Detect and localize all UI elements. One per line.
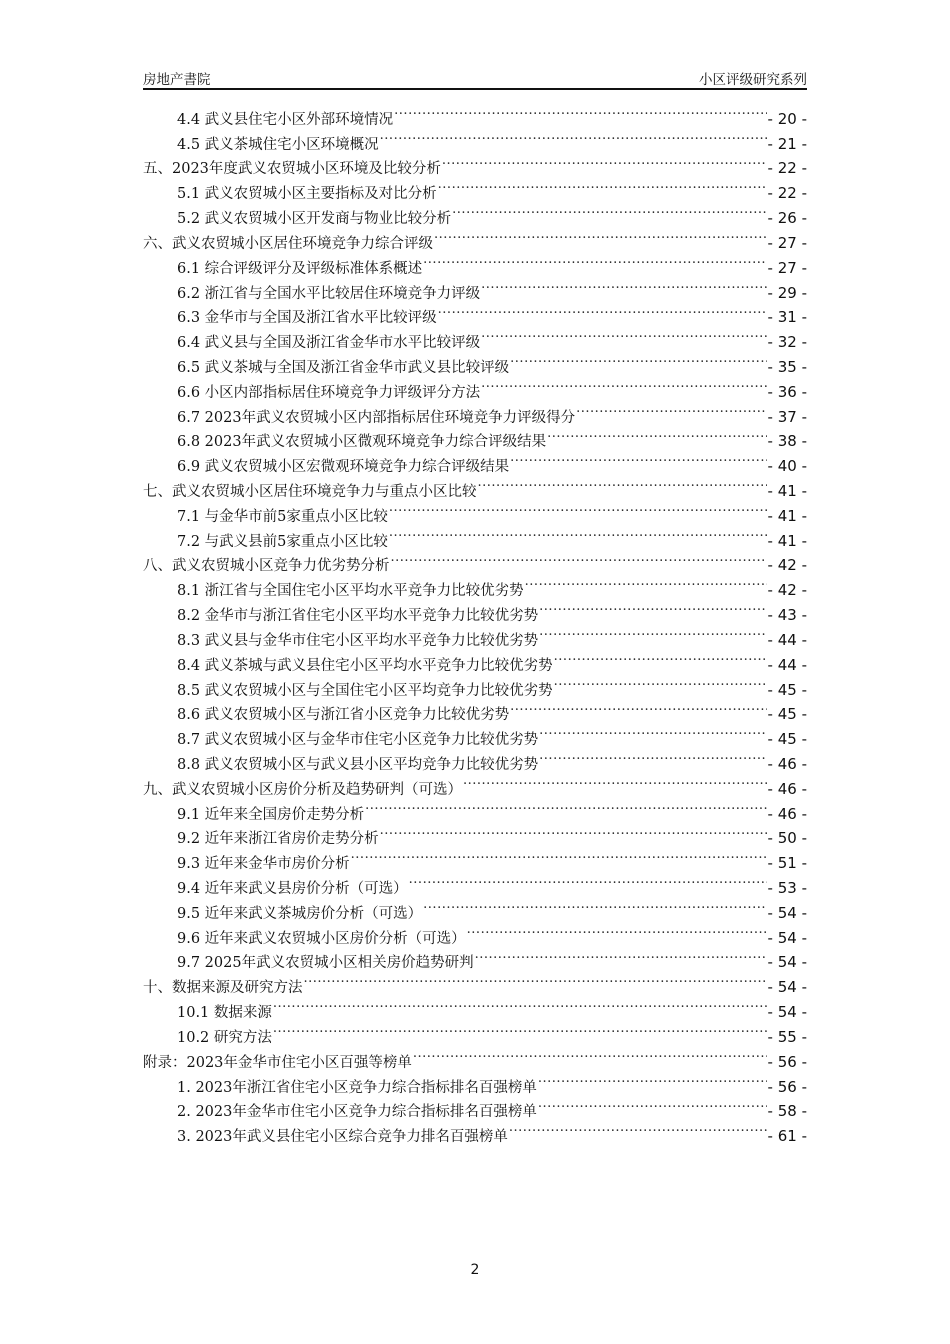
toc-entry-title: 6.4 武义县与全国及浙江省金华市水平比较评级 [177, 335, 481, 352]
toc-dot-leader [391, 546, 767, 571]
toc-dot-leader [389, 521, 767, 546]
toc-entry-title: 附录：2023年金华市住宅小区百强等榜单 [143, 1054, 412, 1071]
toc-dot-leader [481, 273, 766, 298]
toc-entry-page: - 35 - [767, 357, 807, 376]
toc-entry-page: - 22 - [767, 184, 807, 203]
toc-dot-leader [380, 124, 767, 149]
toc-entry-title: 六、武义农贸城小区居住环境竞争力综合评级 [143, 235, 433, 252]
toc-entry-title: 1. 2023年浙江省住宅小区竞争力综合指标排名百强榜单 [177, 1079, 537, 1096]
toc-entry-page: - 40 - [767, 457, 807, 476]
page-header [143, 66, 807, 88]
header-divider [143, 88, 807, 90]
toc-entry-title: 9.2 近年来浙江省房价走势分析 [177, 831, 379, 848]
toc-dot-leader [539, 744, 766, 769]
toc-dot-leader [442, 149, 767, 174]
toc-dot-leader [423, 248, 766, 273]
table-of-contents [143, 99, 807, 1146]
toc-entry-page: - 46 - [767, 804, 807, 823]
toc-entry-page: - 41 - [767, 531, 807, 550]
toc-entry-page: - 29 - [767, 283, 807, 302]
toc-entry-page: - 45 - [767, 680, 807, 699]
toc-dot-leader [413, 1042, 767, 1067]
toc-dot-leader [365, 794, 766, 819]
toc-entry-page: - 41 - [767, 506, 807, 525]
toc-entry-page: - 54 - [767, 903, 807, 922]
toc-entry-page: - 54 - [767, 978, 807, 997]
toc-entry-page: - 58 - [767, 1102, 807, 1121]
toc-entry-page: - 38 - [767, 432, 807, 451]
toc-entry-page: - 41 - [767, 482, 807, 500]
toc-entry-page: - 53 - [767, 879, 807, 897]
toc-dot-leader [539, 620, 766, 645]
toc-entry-title: 9.5 近年来武义茶城房价分析（可选） [177, 905, 423, 922]
toc-entry-title: 6.6 小区内部指标居住环境竞争力评级评分方法 [177, 384, 481, 401]
toc-dot-leader [538, 1067, 767, 1092]
toc-dot-leader [394, 99, 766, 124]
toc-dot-leader [510, 347, 766, 372]
toc-entry-title: 6.9 武义农贸城小区宏微观环境竞争力综合评级结果 [177, 459, 510, 476]
toc-dot-leader [409, 868, 767, 893]
toc-entry-page: - 20 - [767, 109, 807, 128]
toc-entry-title: 8.8 武义农贸城小区与武义县小区平均竞争力比较优劣势 [177, 756, 539, 773]
toc-dot-leader [273, 992, 767, 1017]
toc-entry-title: 九、武义农贸城小区房价分析及趋势研判（可选） [143, 781, 462, 798]
toc-entry-title: 4.5 武义茶城住宅小区环境概况 [177, 136, 379, 153]
toc-entry-title: 8.3 武义县与金华市住宅小区平均水平竞争力比较优劣势 [177, 632, 539, 649]
toc-dot-leader [452, 198, 766, 223]
toc-entry-page: - 42 - [767, 556, 807, 575]
toc-entry-title: 七、武义农贸城小区居住环境竞争力与重点小区比较 [143, 484, 477, 500]
toc-entry-page: - 21 - [767, 134, 807, 153]
toc-entry-title: 4.4 武义县住宅小区外部环境情况 [177, 111, 394, 128]
toc-dot-leader [475, 943, 767, 968]
toc-entry-page: - 22 - [767, 159, 807, 178]
toc-entry-title: 10.1 数据来源 [177, 1005, 272, 1022]
toc-entry-title: 6.7 2023年武义农贸城小区内部指标居住环境竞争力评级得分 [177, 409, 576, 426]
toc-dot-leader [351, 843, 767, 868]
toc-dot-leader [434, 223, 767, 248]
toc-dot-leader [463, 769, 767, 794]
toc-entry-page: - 45 - [767, 705, 807, 724]
toc-entry-title: 6.8 2023年武义农贸城小区微观环境竞争力综合评级结果 [177, 434, 547, 451]
toc-dot-leader [538, 1092, 767, 1117]
toc-entry-title: 2. 2023年金华市住宅小区竞争力综合指标排名百强榜单 [177, 1104, 537, 1121]
toc-entry-page: - 54 - [767, 928, 807, 947]
toc-entry-page: - 27 - [767, 233, 807, 252]
toc-entry-page: - 55 - [767, 1027, 807, 1046]
toc-entry-page: - 56 - [767, 1077, 807, 1096]
toc-entry-title: 10.2 研究方法 [177, 1029, 272, 1046]
toc-dot-leader [481, 322, 766, 347]
toc-entry-title: 9.7 2025年武义农贸城小区相关房价趋势研判 [177, 955, 474, 972]
toc-entry-title: 9.1 近年来全国房价走势分析 [177, 806, 365, 823]
toc-entry-title: 6.2 浙江省与全国水平比较居住环境竞争力评级 [177, 285, 481, 302]
toc-dot-leader [547, 422, 766, 447]
toc-dot-leader [438, 173, 767, 198]
toc-entry-page: - 27 - [767, 258, 807, 277]
toc-entry-title: 9.4 近年来武义县房价分析（可选） [177, 881, 408, 897]
toc-dot-leader [525, 570, 767, 595]
toc-dot-leader [438, 298, 767, 323]
toc-dot-leader [478, 471, 767, 496]
toc-entry-title: 8.5 武义农贸城小区与全国住宅小区平均竞争力比较优劣势 [177, 682, 553, 699]
toc-entry-page: - 45 - [767, 730, 807, 749]
toc-entry-page: - 43 - [767, 606, 807, 625]
toc-dot-leader [389, 496, 767, 521]
toc-dot-leader [554, 670, 767, 695]
toc-entry-page: - 50 - [767, 829, 807, 848]
toc-dot-leader [510, 446, 766, 471]
header-publisher: 房地产書院 [143, 72, 211, 88]
toc-entry-title: 五、2023年度武义农贸城小区环境及比较分析 [143, 161, 441, 178]
toc-entry-title: 9.3 近年来金华市房价分析 [177, 856, 350, 873]
toc-dot-leader [481, 372, 766, 397]
toc-entry-title: 9.6 近年来武义农贸城小区房价分析（可选） [177, 930, 466, 947]
page-number: 2 [470, 1262, 480, 1278]
toc-entry-title: 3. 2023年武义县住宅小区综合竞争力排名百强榜单 [177, 1129, 508, 1146]
toc-dot-leader [510, 695, 766, 720]
toc-dot-leader [304, 967, 767, 992]
toc-entry-title: 6.5 武义茶城与全国及浙江省金华市武义县比较评级 [177, 359, 510, 376]
toc-entry-title: 5.1 武义农贸城小区主要指标及对比分析 [177, 186, 437, 203]
toc-section-entry[interactable] [143, 99, 807, 128]
toc-dot-leader [273, 1017, 767, 1042]
toc-entry-title: 8.7 武义农贸城小区与金华市住宅小区竞争力比较优劣势 [177, 732, 539, 749]
toc-entry-page: - 44 - [767, 630, 807, 649]
toc-entry-page: - 37 - [767, 407, 807, 426]
toc-entry-page: - 61 - [767, 1127, 807, 1146]
toc-entry-page: - 54 - [767, 953, 807, 972]
toc-dot-leader [423, 893, 766, 918]
toc-entry-title: 6.1 综合评级评分及评级标准体系概述 [177, 260, 423, 277]
toc-entry-page: - 36 - [767, 382, 807, 401]
toc-entry-page: - 51 - [767, 854, 807, 873]
toc-entry-page: - 26 - [767, 209, 807, 228]
toc-entry-title: 5.2 武义农贸城小区开发商与物业比较分析 [177, 211, 452, 228]
toc-entry-title: 8.1 浙江省与全国住宅小区平均水平竞争力比较优劣势 [177, 583, 524, 600]
toc-dot-leader [576, 397, 766, 422]
toc-dot-leader [539, 719, 766, 744]
toc-entry-title: 7.1 与金华市前5家重点小区比较 [177, 508, 388, 525]
toc-entry-title: 八、武义农贸城小区竞争力优劣势分析 [143, 558, 390, 575]
toc-dot-leader [509, 1116, 767, 1141]
toc-entry-page: - 56 - [767, 1052, 807, 1071]
toc-entry-title: 8.6 武义农贸城小区与浙江省小区竞争力比较优劣势 [177, 707, 510, 724]
toc-entry-title: 7.2 与武义县前5家重点小区比较 [177, 533, 388, 550]
toc-dot-leader [380, 819, 767, 844]
toc-entry-title: 8.4 武义茶城与武义县住宅小区平均水平竞争力比较优劣势 [177, 657, 553, 674]
toc-dot-leader [539, 595, 766, 620]
toc-dot-leader [467, 918, 767, 943]
toc-entry-page: - 32 - [767, 333, 807, 352]
toc-entry-page: - 44 - [767, 655, 807, 674]
toc-entry-title: 十、数据来源及研究方法 [143, 980, 303, 997]
toc-dot-leader [554, 645, 767, 670]
toc-entry-page: - 31 - [767, 308, 807, 327]
toc-entry-page: - 46 - [767, 779, 807, 798]
toc-entry-title: 6.3 金华市与全国及浙江省水平比较评级 [177, 310, 437, 327]
toc-entry-page: - 54 - [767, 1003, 807, 1022]
toc-entry-page: - 42 - [767, 581, 807, 600]
toc-entry-title: 8.2 金华市与浙江省住宅小区平均水平竞争力比较优劣势 [177, 608, 539, 625]
header-series-title: 小区评级研究系列 [699, 72, 807, 88]
toc-entry-page: - 46 - [767, 754, 807, 773]
